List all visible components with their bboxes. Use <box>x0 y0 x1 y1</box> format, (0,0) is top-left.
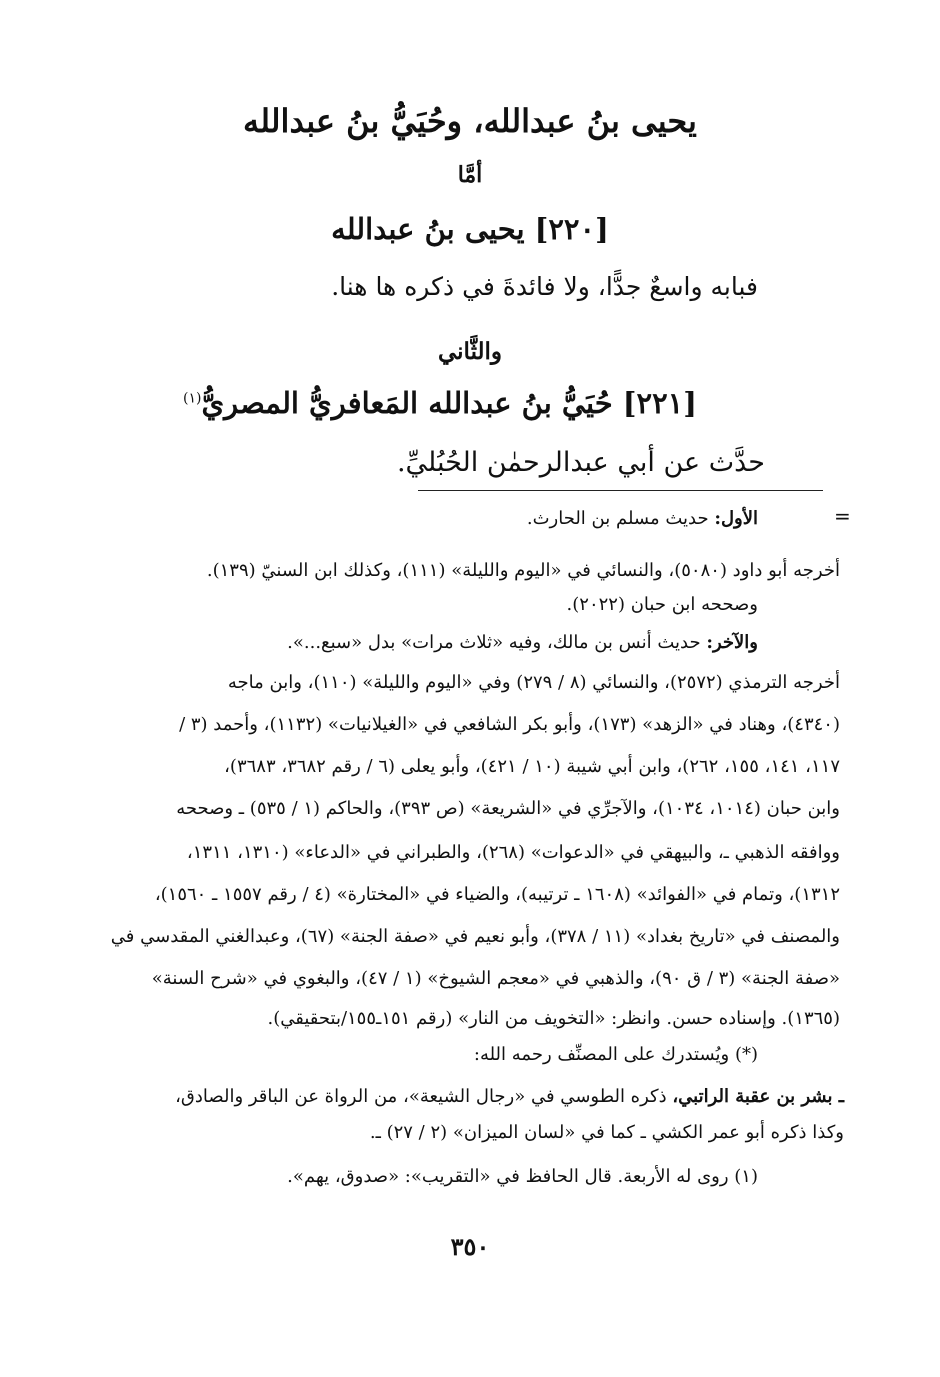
footnote-line: (١٣٦٥). وإسناده حسن. وانظر: «التخويف من النار» (رقم ١٥١ـ١٥٥/بتحقيقي). <box>267 1008 840 1029</box>
footnote-separator <box>418 490 823 491</box>
entry-220-text: فبابه واسعٌ جدًّا، ولا فائدةَ في ذكره ها هنا. <box>331 272 758 301</box>
section-intro-amma: أمَّا <box>457 162 483 188</box>
entry-221-heading-text: [٢٢١] حُيَيُّ بنُ عبدالله المَعافريُّ المصريُّ <box>201 386 697 420</box>
footnote-line: وصححه ابن حبان (٢٠٢٢). <box>566 594 758 615</box>
footnote-ref-1: (١) <box>182 390 202 407</box>
footnote-line <box>175 1086 844 1108</box>
footnote-line <box>287 632 758 654</box>
footnote-line: وكذا ذكره أبو عمر الكشي ـ كما في «لسان الميزان» (٢ / ٢٧) ـ. <box>369 1122 844 1143</box>
footnote-bold-label: ـ بشر بن عقبة الراتبي، <box>672 1086 844 1107</box>
footnote-line: والمصنف في «تاريخ بغداد» (١١ / ٣٧٨)، وأبو نعيم في «صفة الجنة» (٦٧)، وعبدالغني المقدسي في <box>110 926 840 947</box>
footnote-line-text: ذكره الطوسي في «رجال الشيعة»، من الرواة عن الباقر والصادق، <box>175 1086 673 1107</box>
footnote-line: (٤٣٤٠)، وهناد في «الزهد» (١٧٣)، وأبو بكر الشافعي في «الغيلانيات» (١١٣٢)، وأحمد (٣ / <box>179 714 840 735</box>
section-intro-second: والثَّاني <box>437 338 503 365</box>
footnote-bold-label: والآخر: <box>706 632 758 653</box>
entry-221-text: حدَّث عن أبي عبدالرحمٰن الحُبُليِّ. <box>396 447 765 478</box>
footnote-line <box>527 508 758 530</box>
entry-221-heading <box>183 386 697 420</box>
footnote-line: (١) روى له الأربعة. قال الحافظ في «التقريب»: «صدوق، يهم». <box>287 1166 758 1187</box>
footnote-line: أخرجه الترمذي (٢٥٧٢)، والنسائي (٨ / ٢٧٩) وفي «اليوم والليلة» (١١٠)، وابن ماجه <box>227 672 840 693</box>
footnote-line: ١٣١٢)، وتمام في «الفوائد» (١٦٠٨ ـ ترتيبه)، والضياء في «المختارة» (٤ / رقم ١٥٥٧ ـ ١٥٦٠)، <box>154 884 840 905</box>
footnote-line: ١١٧، ١٤١، ١٥٥، ٢٦٢)، وابن أبي شيبة (١٠ / ٤٢١)، وأبو يعلى (٦ / رقم ٣٦٨٢، ٣٦٨٣)، <box>224 756 840 777</box>
footnote-line: (*) ويُستدرك على المصنِّف رحمه الله: <box>473 1044 758 1065</box>
page-number: ٣٥٠ <box>450 1232 490 1261</box>
page-header-title: يحيى بنُ عبدالله، وحُيَيُّ بنُ عبدالله <box>243 102 697 140</box>
footnote-line: أخرجه أبو داود (٥٠٨٠)، والنسائي في «اليوم والليلة» (١١١)، وكذلك ابن السنيّ (١٣٩). <box>206 560 840 581</box>
footnote-line: «صفة الجنة» (٣ / ق ٩٠)، والذهبي في «معجم الشيوخ» (١ / ٤٧)، والبغوي في «شرح السنة» <box>151 968 840 989</box>
footnote-continuation-mark: = <box>834 504 851 528</box>
footnote-line-text: حديث مسلم بن الحارث. <box>526 508 715 529</box>
entry-220-heading: [٢٢٠] يحيى بنُ عبدالله <box>331 212 609 246</box>
footnote-line-text: حديث أنس بن مالك، وفيه «ثلاث مرات» بدل «سبع...». <box>287 632 707 653</box>
footnote-line: ووافقه الذهبي ـ، والبيهقي في «الدعوات» (٢٦٨)، والطبراني في «الدعاء» (١٣١٠، ١٣١١، <box>186 842 840 863</box>
footnote-line: وابن حبان (١٠١٤، ١٠٣٤)، والآجرِّي في «الشريعة» (ص ٣٩٣)، والحاكم (١ / ٥٣٥) ـ وصححه <box>176 798 840 819</box>
footnote-bold-label: الأول: <box>714 508 758 529</box>
